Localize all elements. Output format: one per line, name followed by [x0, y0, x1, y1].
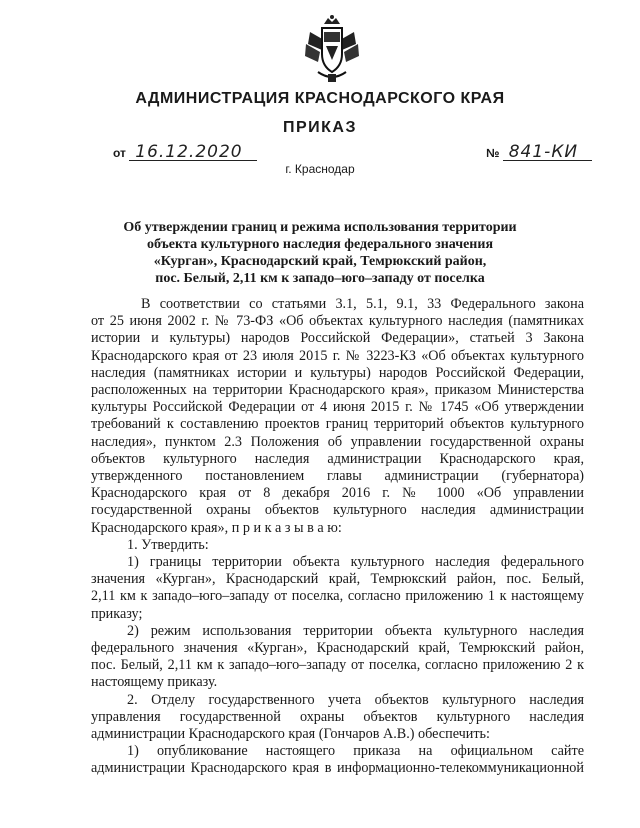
- text-line: Краснодарского края от 23 июля 2015 г. № 3223-КЗ «Об объектах культурного: [91, 347, 584, 364]
- item-2: [91, 692, 584, 744]
- handwritten-number: 841-КИ: [503, 144, 592, 161]
- text-line: управления государственной охраны объектов культурного наследия: [91, 708, 584, 725]
- text-line: требований к составлению проектов границ территорий объектов культурного: [91, 416, 584, 433]
- krasnodar-coat-of-arms-emblem: [302, 14, 362, 84]
- text-line: 2) режим использования территории объекта культурного наследия: [127, 622, 584, 639]
- text-line: 1) опубликование настоящего приказа на официальном сайте: [127, 743, 584, 760]
- organization-name: АДМИНИСТРАЦИЯ КРАСНОДАРСКОГО КРАЯ: [135, 90, 505, 107]
- text-line: значения «Курган», Краснодарский край, Темрюкский район, пос. Белый,: [91, 571, 584, 588]
- text-line: государственной охраны объектов культурного наследия администрации: [91, 502, 584, 519]
- text-line: истории и культуры) народов Российской Федерации», статьей 3 Закона: [91, 330, 584, 347]
- title-line: объекта культурного наследия федерального значения: [146, 237, 494, 252]
- text-line: настоящему приказу.: [91, 674, 218, 691]
- text-line: наследия (памятниках истории и культуры) народов Российской Федерации,: [91, 364, 584, 381]
- text-line: Краснодарского края», п р и к а з ы в а ю:: [91, 519, 342, 536]
- text-line: 2. Отделу государственного учета объектов культурного наследия: [127, 691, 584, 708]
- text-line: 2,11 км к западо–юго–западу от поселка, согласно приложению 1 к настоящему: [91, 588, 584, 605]
- title-line: «Курган», Краснодарский край, Темрюкский район,: [153, 254, 487, 269]
- text-line: Краснодарского края от 8 декабря 2016 г. № 1000 «Об управлении: [91, 485, 584, 502]
- text-line: 1. Утвердить:: [127, 536, 209, 553]
- text-line: объектов культурного наследия администрации Краснодарского края,: [91, 450, 584, 467]
- text-line: администрации Краснодарского края в информационно-телекоммуникационной: [91, 760, 584, 777]
- item-2-1: [91, 743, 584, 777]
- text-line: утвержденного постановлением главы администрации (губернатора): [91, 468, 584, 485]
- text-line: от 25 июня 2002 г. № 73-ФЗ «Об объектах культурного наследия (памятниках: [91, 313, 584, 330]
- number-prefix: №: [486, 146, 500, 160]
- text-line: расположенных на территории Краснодарского края», приказом Министерства: [91, 382, 584, 399]
- title-line: Об утверждении границ и режима использования территории: [123, 220, 517, 235]
- document-type: ПРИКАЗ: [282, 119, 357, 136]
- text-line: наследия», пунктом 2.3 Положения об управлении государственной охраны: [91, 433, 584, 450]
- document-title: [100, 219, 540, 287]
- text-line: В соответствии со статьями 3.1, 5.1, 9.1, 33 Федерального закона: [141, 296, 584, 312]
- text-line: пос. Белый, 2,11 км к западо–юго–западу от поселка, согласно приложению 2 к: [91, 657, 584, 674]
- item-1: [91, 537, 584, 554]
- number-line: [486, 144, 592, 161]
- text-line: федерального значения «Курган», Краснодарский край, Темрюкский район,: [91, 640, 584, 657]
- title-line: пос. Белый, 2,11 км к западо–юго–западу от поселка: [155, 271, 485, 286]
- text-line: культуры Российской Федерации от 4 июня 2015 г. № 1745 «Об утверждении: [91, 399, 584, 416]
- city: г. Краснодар: [285, 162, 355, 176]
- item-1-2: [91, 623, 584, 692]
- handwritten-date: 16.12.2020: [129, 144, 256, 161]
- date-prefix: от: [113, 146, 126, 160]
- text-line: приказу;: [91, 605, 143, 622]
- document-body: [91, 296, 584, 778]
- date-line: [113, 144, 257, 161]
- text-line: 1) границы территории объекта культурного наследия федерального: [127, 554, 584, 571]
- preamble-paragraph: [91, 296, 584, 537]
- text-line: администрации Краснодарского края (Гончаров А.В.) обеспечить:: [91, 726, 490, 743]
- item-1-1: [91, 554, 584, 623]
